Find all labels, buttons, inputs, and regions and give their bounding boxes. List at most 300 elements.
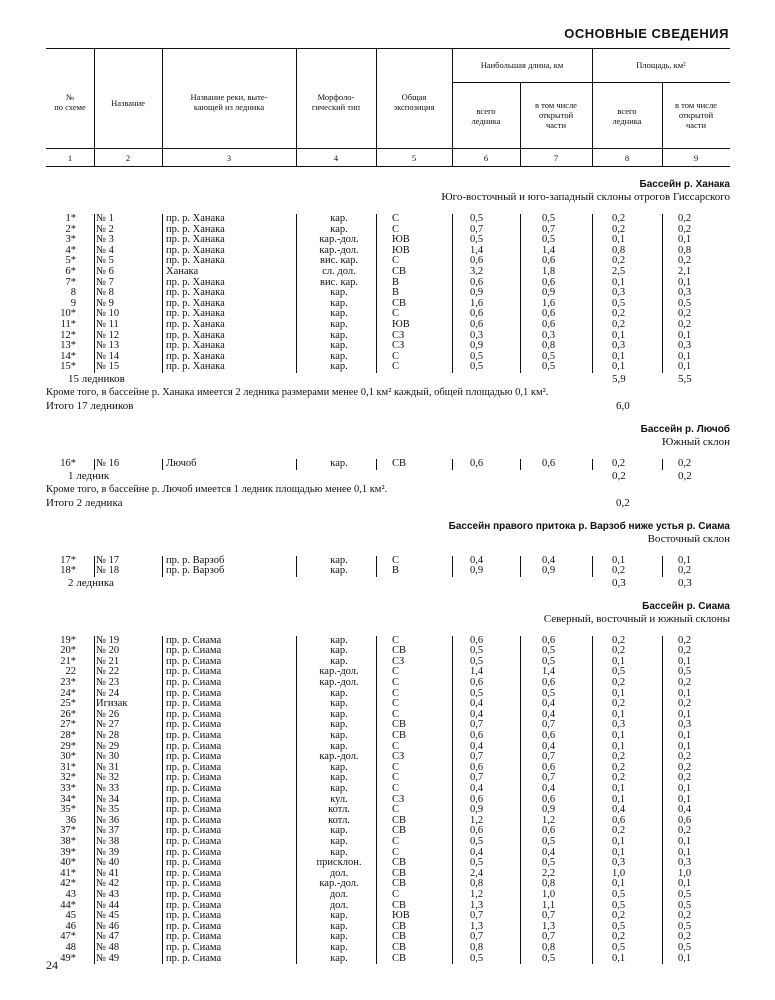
cell-col-3: пр. р. Сиама [166,846,222,858]
cell-col-9: 0,1 [678,554,692,566]
column-rule [592,214,593,225]
cell-col-8: 0,2 [612,677,626,689]
cell-col-4: кар. [330,329,348,341]
column-rule [662,657,663,668]
table-body [46,178,730,964]
column-rule [162,667,163,678]
cell-col-5: С [392,361,400,373]
cell-col-5: С [392,634,400,646]
column-rule [94,869,95,880]
column-rule [520,278,521,289]
cell-col-2: № 28 [96,730,120,742]
table-row [46,678,730,689]
column-rule [662,922,663,933]
section-title: Бассейн р. Ханака [639,179,730,190]
cell-col-5: СЗ [392,329,405,341]
cell-col-3: пр. р. Ханака [166,255,225,267]
cell-col-5: СВ [392,931,407,943]
cell-col-7: 1,2 [542,814,556,826]
column-rule [520,459,521,470]
table-row [46,922,730,933]
column-rule [592,710,593,721]
cell-col-1: 35* [60,804,76,816]
column-rule [162,932,163,943]
total-label: Итого 17 ледников [46,399,134,412]
section-subtitle: Южный склон [661,435,730,448]
table-row [46,341,730,352]
cell-col-6: 0,4 [470,554,484,566]
cell-col-3: пр. р. Сиама [166,751,222,763]
col-num-5: 5 [411,153,417,163]
table-row [46,731,730,742]
cell-col-4: кар. [330,952,348,964]
column-rule [162,636,163,647]
cell-col-1: 46 [65,920,76,932]
cell-col-9: 0,1 [678,952,692,964]
cell-col-7: 0,8 [542,941,556,953]
cell-col-8: 0,2 [612,318,626,330]
column-rule [94,795,95,806]
cell-col-2: № 46 [96,920,120,932]
cell-col-9: 0,2 [678,698,692,710]
column-rule [94,362,95,373]
cell-col-4: кар. [330,920,348,932]
cell-col-6: 0,7 [470,931,484,943]
cell-col-4: кар.-дол. [319,751,359,763]
table-row [46,890,730,901]
cell-col-6: 1,4 [470,244,484,256]
column-rule [662,710,663,721]
cell-col-9: 0,1 [678,730,692,742]
column-rule [452,795,453,806]
cell-col-5: С [392,350,400,362]
header-morph: Морфоло- гический тип [311,92,361,112]
cell-col-8: 0,1 [612,554,626,566]
cell-col-7: 1,1 [542,899,556,911]
table-row [46,225,730,236]
header-area-total: всего ледника [612,106,642,126]
column-rule [94,922,95,933]
cell-col-9: 0,1 [678,234,692,246]
column-rule [662,214,663,225]
cell-col-7: 0,6 [542,677,556,689]
cell-col-6: 0,6 [470,730,484,742]
column-rule [162,267,163,278]
column-rule [94,667,95,678]
cell-col-5: СВ [392,857,407,869]
column-rule [520,773,521,784]
cell-col-5: В [392,287,400,299]
column-rule [662,678,663,689]
cell-col-9: 0,2 [678,213,692,224]
cell-col-2: № 8 [96,287,114,299]
column-rule [520,848,521,859]
cell-col-8: 0,3 [612,287,626,299]
column-rule [592,352,593,363]
column-rule [94,225,95,236]
cell-col-6: 0,6 [470,457,484,469]
column-rule [520,214,521,225]
column-rule [296,341,297,352]
cell-col-5: С [392,835,400,847]
table-row [46,646,730,657]
cell-col-6: 0,6 [470,825,484,837]
cell-col-1: 18* [60,565,76,577]
column-rule [296,267,297,278]
column-rule [662,352,663,363]
cell-col-3: пр. р. Сиама [166,666,222,678]
count-row [46,373,730,386]
column-rule [162,352,163,363]
column-rule [592,763,593,774]
cell-col-9: 0,2 [678,565,692,577]
cell-col-8: 0,1 [612,234,626,246]
cell-col-3: пр. р. Ханака [166,287,225,299]
column-rule [162,879,163,890]
cell-col-4: кар.-дол. [319,666,359,678]
column-rule [452,742,453,753]
column-rule [520,805,521,816]
column-rule [592,773,593,784]
column-rule [94,278,95,289]
column-rule [520,890,521,901]
cell-col-2: № 17 [96,554,120,566]
page-number: 24 [46,958,58,972]
count-area-open: 5,5 [678,372,692,385]
column-rule [452,309,453,320]
column-rule [452,943,453,954]
cell-col-2: № 11 [96,318,119,330]
column-rule [94,267,95,278]
column-rule [296,556,297,567]
header-river: Название реки, выте- кающей из ледника [190,92,268,112]
cell-col-3: пр. р. Варзоб [166,565,225,577]
count-label: 15 ледников [68,372,125,385]
cell-col-9: 0,1 [678,878,692,890]
count-row [46,577,730,590]
cell-col-3: пр. р. Ханака [166,297,225,309]
col-num-6: 6 [483,153,489,163]
cell-col-5: СВ [392,878,407,890]
column-rule [296,720,297,731]
column-rule [520,235,521,246]
section-gap [46,449,730,459]
column-rule [662,911,663,922]
column-rule [296,459,297,470]
column-rule [452,667,453,678]
cell-col-3: пр. р. Ханака [166,308,225,320]
column-rule [162,816,163,827]
cell-col-5: СВ [392,265,407,277]
column-rule [452,341,453,352]
column-rule [592,699,593,710]
table-row [46,720,730,731]
column-rule [520,256,521,267]
column-rule [662,954,663,965]
table-row [46,362,730,373]
column-rule [592,278,593,289]
column-rule [592,678,593,689]
cell-col-1: 20* [60,645,76,657]
cell-col-1: 48 [65,941,76,953]
column-rule [592,320,593,331]
cell-col-1: 45 [65,910,76,922]
table-row [46,246,730,257]
cell-col-4: дол. [329,899,349,911]
cell-col-2: № 24 [96,687,120,699]
column-rule [520,954,521,965]
column-rule [94,699,95,710]
cell-col-3: пр. р. Ханака [166,318,225,330]
cell-col-5: СВ [392,457,407,469]
column-rule [662,731,663,742]
cell-col-9: 0,1 [678,329,692,341]
cell-col-9: 0,1 [678,655,692,667]
cell-col-1: 11* [60,318,76,330]
cell-col-8: 2,5 [612,265,626,277]
cell-col-3: пр. р. Сиама [166,941,222,953]
column-rule [592,932,593,943]
table-row [46,795,730,806]
cell-col-1: 21* [60,655,76,667]
table-row [46,763,730,774]
cell-col-5: СЗ [392,340,405,352]
cell-col-7: 0,5 [542,645,556,657]
count-label: 1 ледник [68,469,110,482]
column-rule [452,246,453,257]
column-rule [296,954,297,965]
cell-col-1: 43 [65,888,76,900]
count-area-open: 0,2 [678,469,692,482]
column-rule [452,267,453,278]
table-row [46,742,730,753]
column-rule [94,752,95,763]
column-rule [94,720,95,731]
cell-col-2: № 20 [96,645,120,657]
cell-col-3: пр. р. Сиама [166,634,222,646]
cell-col-4: кар. [330,340,348,352]
cell-col-8: 0,3 [612,857,626,869]
cell-col-4: кар. [330,783,348,794]
table-row [46,309,730,320]
cell-col-6: 0,6 [470,677,484,689]
cell-col-8: 0,1 [612,740,626,752]
column-rule [592,911,593,922]
table-row [46,235,730,246]
cell-col-6: 0,4 [470,846,484,858]
cell-col-3: пр. р. Сиама [166,698,222,710]
cell-col-6: 0,4 [470,740,484,752]
cell-col-6: 0,5 [470,857,484,869]
cell-col-5: СВ [392,645,407,657]
cell-col-8: 0,2 [612,255,626,267]
cell-col-2: № 32 [96,772,120,784]
column-rule [520,636,521,647]
cell-col-7: 1,0 [542,888,556,900]
cell-col-6: 0,7 [470,719,484,731]
cell-col-6: 1,2 [470,814,484,826]
column-rule [592,837,593,848]
cell-col-7: 0,5 [542,234,556,246]
count-area-total: 0,2 [612,469,626,482]
column-rule [592,246,593,257]
cell-col-9: 0,2 [678,825,692,837]
column-rule [662,752,663,763]
total-row [46,497,730,510]
cell-col-7: 0,3 [542,329,556,341]
column-rule [94,731,95,742]
cell-col-8: 0,1 [612,276,626,288]
column-rule [452,331,453,342]
cell-col-2: № 7 [96,276,114,288]
cell-col-2: № 16 [96,457,120,469]
cell-col-1: 25* [60,698,76,710]
cell-col-4: кар. [330,645,348,657]
table-row [46,943,730,954]
cell-col-3: пр. р. Сиама [166,888,222,900]
cell-col-1: 34* [60,793,76,805]
cell-col-3: пр. р. Сиама [166,708,222,720]
column-rule [662,299,663,310]
column-rule [452,556,453,567]
cell-col-8: 0,8 [612,244,626,256]
column-rule [452,837,453,848]
cell-col-7: 0,7 [542,751,556,763]
cell-col-8: 0,2 [612,698,626,710]
cell-col-4: вис. кар. [320,276,358,288]
column-rule [592,816,593,827]
column-rule [662,773,663,784]
count-area-open: 0,3 [678,576,692,589]
cell-col-6: 0,6 [470,255,484,267]
cell-col-4: кул. [330,793,348,805]
cell-col-6: 0,7 [470,751,484,763]
cell-col-3: пр. р. Ханака [166,213,225,224]
cell-col-1: 30* [60,751,76,763]
cell-col-8: 0,5 [612,666,626,678]
cell-col-4: кар. [330,361,348,373]
cell-col-6: 0,9 [470,287,484,299]
column-rule [520,763,521,774]
cell-col-1: 13* [60,340,76,352]
cell-col-4: кар. [330,910,348,922]
cell-col-4: кар. [330,846,348,858]
cell-col-5: С [392,677,400,689]
column-rule [162,699,163,710]
column-rule [592,235,593,246]
column-rule [296,699,297,710]
column-rule [296,678,297,689]
column-rule [94,879,95,890]
cell-col-4: кар. [330,761,348,773]
column-rule [452,689,453,700]
cell-col-6: 0,7 [470,772,484,784]
cell-col-7: 0,4 [542,708,556,720]
cell-col-4: кар. [330,708,348,720]
cell-col-9: 0,3 [678,287,692,299]
cell-col-5: С [392,888,400,900]
column-rule [162,911,163,922]
cell-col-8: 0,1 [612,350,626,362]
column-rule [94,911,95,922]
column-rule [662,943,663,954]
column-rule [296,763,297,774]
cell-col-1: 28* [60,730,76,742]
column-rule [162,556,163,567]
column-rule [662,566,663,577]
cell-col-1: 14* [60,350,76,362]
cell-col-1: 44* [60,899,76,911]
cell-col-7: 0,6 [542,457,556,469]
cell-col-7: 0,5 [542,655,556,667]
cell-col-9: 0,1 [678,793,692,805]
column-rule [592,331,593,342]
cell-col-5: С [392,761,400,773]
cell-col-8: 0,5 [612,941,626,953]
cell-col-2: № 38 [96,835,120,847]
column-rule [662,636,663,647]
column-rule [162,922,163,933]
cell-col-4: кар. [330,655,348,667]
cell-col-6: 0,3 [470,329,484,341]
cell-col-7: 0,5 [542,687,556,699]
column-rule [452,256,453,267]
column-rule [296,848,297,859]
cell-col-6: 1,3 [470,920,484,932]
column-rule [94,826,95,837]
cell-col-2: № 15 [96,361,120,373]
cell-col-2: № 40 [96,857,120,869]
cell-col-9: 0,5 [678,899,692,911]
column-rule [592,657,593,668]
cell-col-6: 0,5 [470,655,484,667]
col-num-3: 3 [226,153,232,163]
cell-col-7: 0,4 [542,740,556,752]
column-rule [94,459,95,470]
cell-col-4: вис. кар. [320,255,358,267]
cell-col-7: 0,4 [542,783,556,794]
column-rule [662,816,663,827]
running-head: ОСНОВНЫЕ СВЕДЕНИЯ [564,26,729,41]
table-row [46,826,730,837]
column-rule [592,901,593,912]
table-row [46,911,730,922]
cell-col-4: кар. [330,687,348,699]
cell-col-1: 47* [60,931,76,943]
column-rule [662,699,663,710]
column-rule [592,805,593,816]
cell-col-4: кар.-дол. [319,244,359,256]
cell-col-5: СВ [392,952,407,964]
column-rule [452,954,453,965]
cell-col-2: № 31 [96,761,120,773]
cell-col-1: 6* [65,265,76,277]
column-rule [452,858,453,869]
cell-col-5: СВ [392,297,407,309]
table-row [46,667,730,678]
cell-col-7: 0,9 [542,804,556,816]
column-rule [94,742,95,753]
cell-col-7: 0,6 [542,276,556,288]
cell-col-9: 0,8 [678,244,692,256]
section-title: Бассейн правого притока р. Варзоб ниже устья р. Сиама [448,520,730,532]
cell-col-7: 1,4 [542,244,556,256]
cell-col-2: № 44 [96,899,120,911]
column-rule [520,320,521,331]
cell-col-8: 0,2 [612,565,626,577]
column-rule [162,657,163,668]
cell-col-7: 0,6 [542,793,556,805]
